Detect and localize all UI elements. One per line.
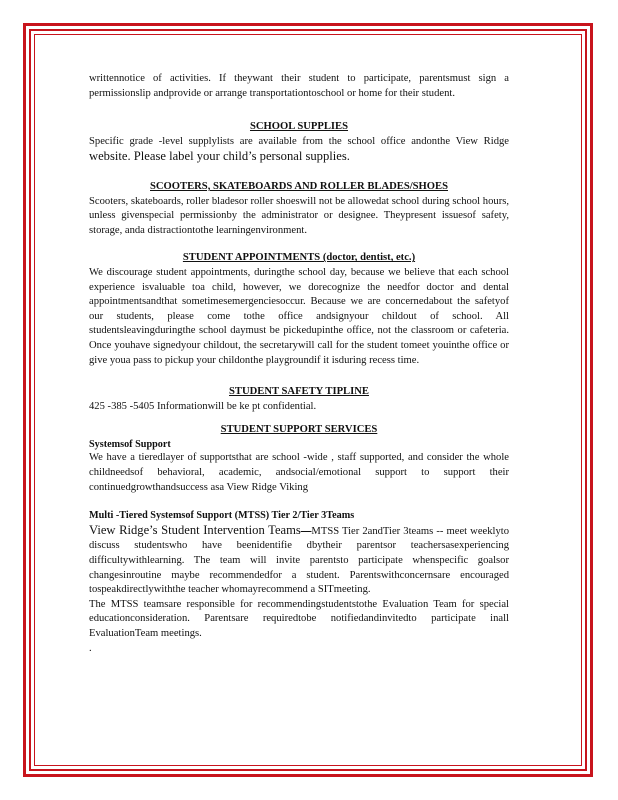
intro-line-2: permissionslip andprovide or arrange transportationtoschool or home for their student.: [89, 87, 455, 99]
support-services-heading: STUDENT SUPPORT SERVICES: [220, 424, 378, 436]
mtss-heading: Multi -Tiered Systemsof Support (MTSS) Tier 2/Tier 3Teams: [89, 510, 355, 522]
school-supplies-heading: SCHOOL SUPPLIES: [249, 121, 349, 133]
school-supplies-text: Specific grade -level supplylists are available from the school office andonthe View Ridge: [89, 135, 509, 147]
tipline-heading: STUDENT SAFETY TIPLINE: [229, 386, 369, 398]
systems-of-support-text: We have a tieredlayer of supportsthat are school -wide , staff supported, and consider the whole childneedsof behavioral, academic, andsocial/emotional support to support their continuedgrowthandsuccess asa View Ridge Viking: [89, 452, 509, 493]
evaluation-team-text: The MTSS teamsare responsible for recommendingstudentstothe Evaluation Team for special educationconsideration. Parentsare requiredtobe notifiedandinvitedto participate inall EvaluationTeam meetings.: [89, 598, 509, 639]
mtss-paragraph: [89, 523, 509, 598]
scooters-text: Scooters, skateboards, roller bladesor roller shoeswill not be allowedat school during school hours, unless givenspecial permissionby the administrator or designee. Theypresent issuesof safety, storage, anda distractiontothe learningenvironment.: [89, 195, 509, 236]
appointments-heading: STUDENT APPOINTMENTS (doctor, dentist, etc.): [182, 252, 416, 264]
tipline-text: 425 -385 -5405 Informationwill be ke pt confidential.: [89, 400, 317, 412]
intro-line-1: writtennotice of activities. If theywant their student to participate, parentsmust sign a: [89, 73, 509, 84]
appointments-text: We discourage student appointments, duringthe school day, because we believe that each school experience isvaluable toa child, however, we dorecognize the needfor doctor and dental appointmentsandthat sometimesemergenciesoccur. Because we are concernedabout the safetyof our students, please come tothe office andsignyour childout of school. All studentsleavingduringthe school daymust be pickedupinthe office, not the classroom or cafeteria. Once youhave signedyour childout, the secretarywill call for the student tomeet youinthe office or give youa pass to pickup your childonthe playgroundif it isduring recess time.: [89, 266, 509, 366]
struck-dash: —: [300, 525, 312, 537]
intervention-teams-label: View Ridge’s Student Intervention Teams: [89, 522, 301, 537]
trailing-period: .: [89, 642, 92, 654]
systems-of-support-heading: Systemsof Support: [89, 438, 171, 450]
scooters-heading: SCOOTERS, SKATEBOARDS AND ROLLER BLADES/SHOES: [150, 180, 448, 192]
mtss-text: MTSS Tier 2andTier 3teams -- meet weeklyto discuss studentswho have beenidentifie dbytheir parentsor teachersasexperiencing difficultywithlearning. The team will invite parentsto participate whenspecific goalsor changesinroutine maybe recommendedfor a student. Parentswithconcernsare encouraged tospeakdirectlywiththe teacher whomayrecommend a SITmeeting.: [89, 525, 510, 596]
document-content: [89, 72, 509, 656]
school-supplies-website-text: website. Please label your child’s personal supplies.: [89, 149, 350, 164]
